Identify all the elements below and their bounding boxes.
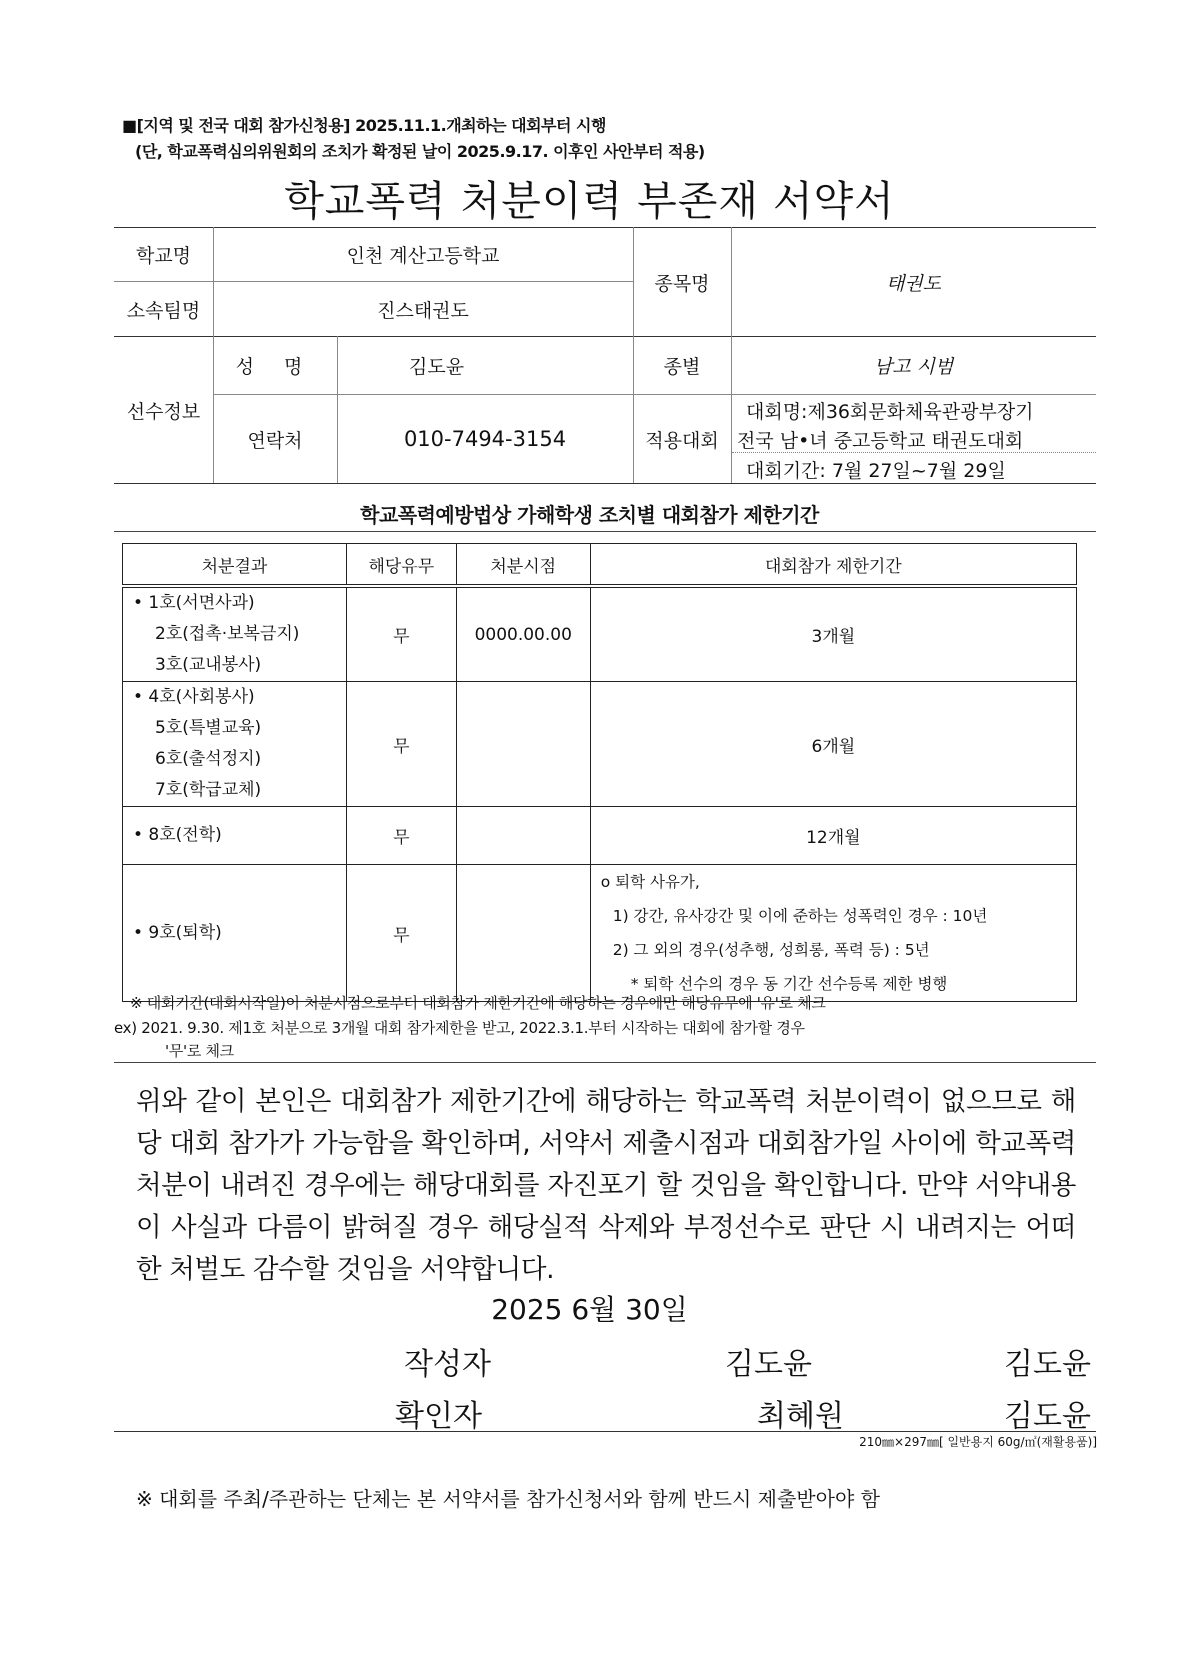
table-footnote-3: '무'로 체크 <box>165 1042 234 1060</box>
period-cell <box>590 865 1076 1002</box>
table-header-row <box>123 544 1077 587</box>
expulsion-note-line: 1) 강간, 유사강간 및 이에 준하는 성폭력인 경우 : 10년 <box>612 907 988 925</box>
date-cell: 0000.00.00 <box>456 586 590 682</box>
table-row <box>123 682 1077 807</box>
applied-competition-label: 적용대회 <box>645 429 719 452</box>
athlete-info-label: 선수정보 <box>126 400 201 423</box>
disposition-item: • 8호(전학) <box>133 825 222 845</box>
disposition-cell <box>123 586 347 682</box>
applicable-cell: 무 <box>346 865 456 1002</box>
table-footnote-2: ex) 2021. 9.30. 제1호 처분으로 3개월 대회 참가제한을 받고, 2022.3.1.부터 시작하는 대회에 참가할 경우 <box>114 1019 805 1037</box>
table-row <box>123 865 1077 1002</box>
applicable-cell: 무 <box>346 807 456 865</box>
expulsion-note-line: 2) 그 외의 경우(성추행, 성희롱, 폭력 등) : 5년 <box>612 941 930 959</box>
period-cell: 6개월 <box>590 682 1076 807</box>
disposition-item: • 4호(사회봉사) <box>133 687 255 707</box>
pledge-date: 2025 6월 30일 <box>491 1293 688 1326</box>
applied-competition-period: 대회기간: 7월 27일~7월 29일 <box>746 460 1006 482</box>
disposition-item: 7호(학급교체) <box>155 780 262 800</box>
writer-signature: 김도윤 <box>1004 1347 1091 1382</box>
notice-line-2: (단, 학교폭력심의위원회의 조치가 확정된 날이 2025.9.17. 이후인 사안부터 적용) <box>135 142 705 161</box>
confirmer-label: 확인자 <box>395 1399 482 1434</box>
restriction-heading: 학교폭력예방법상 가해학생 조치별 대회참가 제한기간 <box>360 503 819 527</box>
contact-value: 010-7494-3154 <box>403 427 567 451</box>
school-value: 인천 계산고등학교 <box>346 245 500 267</box>
date-cell <box>456 865 590 1002</box>
disposition-cell <box>123 807 347 865</box>
document-title: 학교폭력 처분이력 부존재 서약서 <box>284 177 895 225</box>
confirmer-name: 최혜원 <box>757 1399 844 1434</box>
expulsion-note-heading: o 퇴학 사유가, <box>600 873 700 891</box>
writer-label: 작성자 <box>404 1347 491 1382</box>
name-label: 성 명 <box>235 356 315 378</box>
disposition-item: 5호(특별교육) <box>155 718 262 738</box>
restriction-table <box>122 543 1077 1002</box>
pledge-text: 위와 같이 본인은 대회참가 제한기간에 해당하는 학교폭력 처분이력이 없으므로 해당 대회 참가가 가능함을 확인하며, 서약서 제출시점과 대회참가일 사이에 학교폭력 처분이 내려진 경우에는 해당대회를 자진포기 할 것임을 확인합니다. 만약 서약내용이 사실과 다름이 밝혀질 경우 해당실적 삭제와 부정선수로 판단 시 내려지는 어떠한 처벌도 감수할 것임을 서약합니다. <box>136 1086 1076 1285</box>
contact-label: 연락처 <box>247 429 303 452</box>
confirmer-signature: 김도윤 <box>1004 1399 1091 1434</box>
disposition-item: 2호(접촉·보복금지) <box>155 624 300 644</box>
applicable-cell: 무 <box>346 586 456 682</box>
notice-line-1: ■[지역 및 전국 대회 참가신청용] 2025.11.1.개최하는 대회부터 시행 <box>122 116 606 135</box>
disposition-item: 6호(출석정지) <box>155 749 262 769</box>
disposition-cell <box>123 682 347 807</box>
period-cell: 12개월 <box>590 807 1076 865</box>
bottom-note: ※ 대회를 주최/주관하는 단체는 본 서약서를 참가신청서와 함께 반드시 제출받아야 함 <box>136 1487 880 1511</box>
name-value: 김도윤 <box>409 356 465 378</box>
sport-value: 태권도 <box>885 272 942 295</box>
paper-spec: 210㎜×297㎜[ 일반용지 60g/㎡(재활용품)] <box>859 1435 1097 1449</box>
expulsion-note-line: * 퇴학 선수의 경우 동 기간 선수등록 제한 병행 <box>630 975 948 993</box>
category-label: 종별 <box>663 356 701 378</box>
disposition-item: 3호(교내봉사) <box>155 655 262 675</box>
disposition-item: • 9호(퇴학) <box>133 922 222 943</box>
table-row <box>123 807 1077 865</box>
disposition-cell <box>123 865 347 1002</box>
header-applicable: 해당유무 <box>346 544 456 587</box>
period-cell: 3개월 <box>590 586 1076 682</box>
header-restriction-period: 대회참가 제한기간 <box>590 544 1076 587</box>
table-footnote-1: ※ 대회기간(대회시작일)이 처분시점으로부터 대회참가 제한기간에 해당하는 경우에만 해당유무에 '유'로 체크 <box>130 994 826 1012</box>
date-cell <box>456 807 590 865</box>
table-row <box>123 586 1077 682</box>
sport-label: 종목명 <box>654 272 710 295</box>
applied-competition-line2: 전국 남•녀 중고등학교 태권도대회 <box>737 430 1024 452</box>
school-label: 학교명 <box>135 245 192 267</box>
team-value: 진스태권도 <box>377 299 469 322</box>
header-disposition: 처분결과 <box>123 544 347 587</box>
header-disposition-date: 처분시점 <box>456 544 590 587</box>
date-cell <box>456 682 590 807</box>
applicable-cell: 무 <box>346 682 456 807</box>
applied-competition-name: 대회명:제36회문화체육관광부장기 <box>746 401 1034 423</box>
writer-name: 김도윤 <box>725 1347 812 1382</box>
disposition-item: • 1호(서면사과) <box>133 593 255 613</box>
category-value: 남고 시범 <box>873 356 954 378</box>
team-label: 소속팀명 <box>126 299 201 322</box>
